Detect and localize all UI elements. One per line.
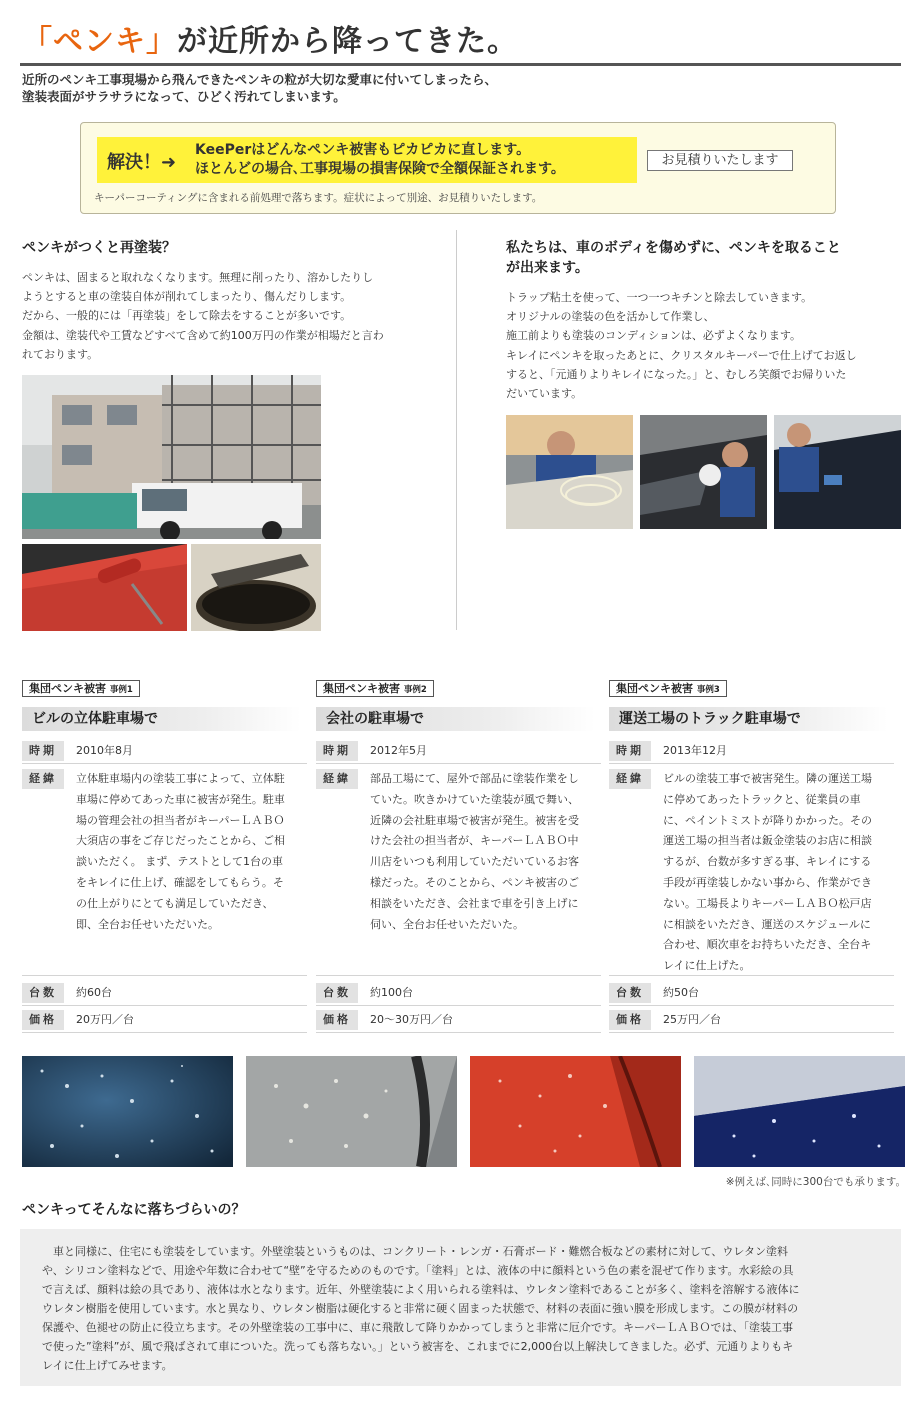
faq-line: で言えば、顔料は絵の具であり、液体は水となります。近年、外壁塗装によく用いられる塗料は、ウレタン塗料であることが多く、塗料を溶解する液体に xyxy=(42,1283,800,1296)
details-line: 立体駐車場内の塗装工事によって、立体駐 xyxy=(76,772,285,785)
notice-note: キーパーコーティングに含まれる前処理で落ちます。症状によって別途、お見積りいたします。 xyxy=(94,192,543,204)
left-line: 金額は、塗装代や工賃などすべて含めて約100万円の作業が相場だと言わ xyxy=(22,328,384,342)
case-3 xyxy=(609,677,888,1026)
red-paint-damage-photo xyxy=(470,1056,681,1167)
left-body xyxy=(22,268,442,364)
details-line: するが、台数が多すぎる事、キレイにする xyxy=(663,855,872,869)
case-tag xyxy=(316,680,434,697)
solution-line: ほとんどの場合､工事現場の損害保険で全額保証されます。 xyxy=(195,161,565,177)
faq-heading: ペンキってそんなに落ちづらいの？ xyxy=(22,1202,246,1218)
date-label: 時期 xyxy=(609,741,651,761)
case-tag xyxy=(22,680,140,697)
left-line: ペンキは、固まると取れなくなります。無理に削ったり、溶かしたりし xyxy=(22,271,374,284)
row-divider xyxy=(609,1005,894,1006)
row-divider xyxy=(22,1032,307,1033)
case-name: 運送工場のトラック駐車場で xyxy=(609,707,888,731)
page-title xyxy=(22,16,518,60)
polishing-photo xyxy=(640,415,767,529)
solution-highlight xyxy=(97,137,637,183)
details-line: 運送工場の担当者は鈑金塗装のお店に相談 xyxy=(663,834,872,848)
solution-notice xyxy=(80,122,836,214)
details-line: 大須店の事をご存じだったことから、ご相 xyxy=(76,834,285,848)
title-rule xyxy=(20,63,901,66)
row-divider xyxy=(609,975,894,976)
details-line: 部品工場にて、屋外で部品に塗装作業をし xyxy=(370,772,579,785)
right-line: だいています。 xyxy=(506,387,583,401)
details-line: 近隣の会社駐車場で被害が発生。被害を受 xyxy=(370,813,579,827)
case-number: 事例3 xyxy=(696,685,720,695)
faq-line: 保護や、色褪せの防止に役立ちます。その外壁塗装の工事中に、車に飛散して降りかかってしまうと非常に厄介です。キーパーＬＡＢＯでは、「塗装工事 xyxy=(42,1321,793,1334)
right-heading-line: 私たちは、車のボディを傷めずに、ペンキを取ること xyxy=(506,240,841,256)
count-label: 台数 xyxy=(609,983,651,1003)
details-line: ていた。吹きかけていた塗装が風で舞い、 xyxy=(370,792,579,806)
right-line: すると、「元通りよりキレイになった。」と、むしろ笑顔でお帰りいた xyxy=(506,367,847,381)
row-divider xyxy=(316,1005,601,1006)
row-divider xyxy=(316,1032,601,1033)
case-tag-label: 集団ペンキ被害 xyxy=(616,682,693,695)
right-body xyxy=(506,288,901,403)
date-value: 2013年12月 xyxy=(663,744,727,757)
faq-line: レイに仕上げてみせます。 xyxy=(42,1359,173,1372)
right-line: キレイにペンキを取ったあとに、クリスタルキーパーで仕上げてお返し xyxy=(506,348,857,362)
case-name: ビルの立体駐車場で xyxy=(22,707,301,731)
details-line: 伺い、全台お任せいただいた。 xyxy=(370,917,524,931)
details-label: 経緯 xyxy=(316,769,358,789)
details-line: 相談をいただき、会社まで車を引き上げに xyxy=(370,896,579,910)
count-label: 台数 xyxy=(316,983,358,1003)
right-line: トラップ粘土を使って、一つ一つキチンと除去していきます。 xyxy=(506,291,813,304)
count-value: 約60台 xyxy=(76,986,112,999)
solution-label: 解決！➜ xyxy=(107,152,177,173)
price-label: 価格 xyxy=(22,1010,64,1030)
row-divider xyxy=(22,975,307,976)
details-value xyxy=(76,769,304,935)
details-line: をキレイに仕上げ、確認をしてもらう。そ xyxy=(76,875,284,889)
navy-paint-damage-photo xyxy=(22,1056,233,1167)
intro-text xyxy=(22,71,882,105)
case-number: 事例2 xyxy=(403,685,427,695)
construction-site-photo xyxy=(22,375,321,539)
details-line: レイに仕上げた。 xyxy=(663,959,751,973)
row-divider xyxy=(316,763,601,764)
details-line: 車場に停めてあった車に被害が発生。駐車 xyxy=(76,792,285,806)
left-line: れております。 xyxy=(22,347,99,361)
details-line: 合わせ、順次車をお持ちいただき、全台キ xyxy=(663,938,872,952)
details-line: 談いただく。 まず、テストとして1台の車 xyxy=(76,855,283,869)
details-line: に、ペイントミストが降りかかった。その xyxy=(663,813,872,827)
title-rest: が近所から降ってきた。 xyxy=(177,24,518,59)
estimate-button[interactable]: お見積りいたします xyxy=(647,150,793,171)
case-tag-label: 集団ペンキ被害 xyxy=(29,682,106,695)
details-line: 様だった。そのことから、ペンキ被害のご xyxy=(370,875,579,889)
price-value: 20万円／台 xyxy=(76,1013,134,1026)
count-value: 約50台 xyxy=(663,986,699,999)
row-divider xyxy=(316,975,601,976)
price-label: 価格 xyxy=(609,1010,651,1030)
case-2 xyxy=(316,677,595,1026)
details-line: の仕上がりにとても満足していただき、 xyxy=(76,896,274,910)
details-line: に停めてあったトラックと、従業員の車 xyxy=(663,792,861,806)
date-value: 2012年5月 xyxy=(370,744,427,757)
solution-line: KeePerはどんなペンキ被害もピカピカに直します。 xyxy=(195,142,531,158)
case-tag-label: 集団ペンキ被害 xyxy=(323,682,400,695)
details-line: ない。工場長よりキーパーＬＡＢＯ松戸店 xyxy=(663,896,872,910)
right-line: オリジナルの塗装の色を活かして作業し、 xyxy=(506,310,715,324)
date-value: 2010年8月 xyxy=(76,744,133,757)
left-line: だから、一般的には「再塗装」をして除去をすることが多いです。 xyxy=(22,309,352,323)
solution-text xyxy=(195,141,565,179)
price-value: 20〜30万円／台 xyxy=(370,1013,453,1026)
row-divider xyxy=(22,763,307,764)
case-tag xyxy=(609,680,727,697)
details-line: 場の管理会社の担当者がキーパーＬＡＢＯ xyxy=(76,813,285,827)
faq-line: 車と同様に、住宅にも塗装をしています。外壁塗装というものは、コンクリート・レンガ・石膏ボード・難燃合板などの素材に対して、ウレタン塗料 xyxy=(42,1245,788,1258)
date-label: 時期 xyxy=(316,741,358,761)
clay-removal-photo xyxy=(506,415,633,529)
right-heading-line: が出来ます。 xyxy=(506,260,589,276)
faq-body xyxy=(20,1229,901,1386)
row-divider xyxy=(22,1005,307,1006)
intro-line: 塗装表面がサラサラになって、ひどく汚れてしまいます。 xyxy=(22,89,346,104)
price-label: 価格 xyxy=(316,1010,358,1030)
paint-can-photo xyxy=(191,544,321,631)
details-line: 即、全台お任せいただいた。 xyxy=(76,917,219,931)
title-accent: 「ペンキ」 xyxy=(22,24,177,59)
case-1 xyxy=(22,677,301,1026)
photo-caption: ※例えば､同時に300台でも承ります。 xyxy=(725,1176,906,1188)
details-line: けた会社の担当者が、キーパーＬＡＢＯ中 xyxy=(370,834,579,848)
details-line: ビルの塗装工事で被害発生。隣の運送工場 xyxy=(663,772,872,785)
details-value xyxy=(663,769,891,977)
details-label: 経緯 xyxy=(22,769,64,789)
row-divider xyxy=(609,1032,894,1033)
details-label: 経緯 xyxy=(609,769,651,789)
left-line: ようとすると車の塗装自体が削れてしまったり、傷んだりします。 xyxy=(22,290,352,304)
row-divider xyxy=(609,763,894,764)
column-divider xyxy=(456,230,457,630)
price-value: 25万円／台 xyxy=(663,1013,721,1026)
paint-roller-photo xyxy=(22,544,187,631)
case-number: 事例1 xyxy=(109,685,133,695)
right-line: 施工前よりも塗装のコンディションは、必ずよくなります。 xyxy=(506,329,802,343)
count-value: 約100台 xyxy=(370,986,413,999)
details-line: 手段が再塗装しかない事から、作業ができ xyxy=(663,875,872,889)
date-label: 時期 xyxy=(22,741,64,761)
silver-paint-damage-photo xyxy=(246,1056,457,1167)
count-label: 台数 xyxy=(22,983,64,1003)
finishing-photo xyxy=(774,415,901,529)
intro-line: 近所のペンキ工事現場から飛んできたペンキの粒が大切な愛車に付いてしまったら、 xyxy=(22,72,498,87)
case-name: 会社の駐車場で xyxy=(316,707,595,731)
faq-line: ウレタン樹脂を使用しています。水と異なり、ウレタン樹脂は硬化すると非常に硬く固まった状態で、材料の表面に強い膜を形成します。この膜が材料の xyxy=(42,1302,799,1315)
details-value xyxy=(370,769,598,935)
faq-line: で使った”塗料”が、風で飛ばされて車についた。洗っても落ちない。」という被害を、これまでに2,000台以上解決してきました。必ず、元通りよりもキ xyxy=(42,1340,794,1353)
right-heading xyxy=(506,238,901,278)
left-heading: ペンキがつくと再塗装？ xyxy=(22,240,176,256)
details-line: 川店をいつも利用していただいているお客 xyxy=(370,855,579,869)
faq-line: や、シリコン塗料などで、用途や年数に合わせて“壁”を守るためのものです。「塗料」とは、液体の中に顔料という色の素を混ぜて作ります。水彩絵の具 xyxy=(42,1264,794,1277)
details-line: に相談をいただき、運送のスケジュールに xyxy=(663,917,871,931)
blue-paint-damage-photo xyxy=(694,1056,905,1167)
